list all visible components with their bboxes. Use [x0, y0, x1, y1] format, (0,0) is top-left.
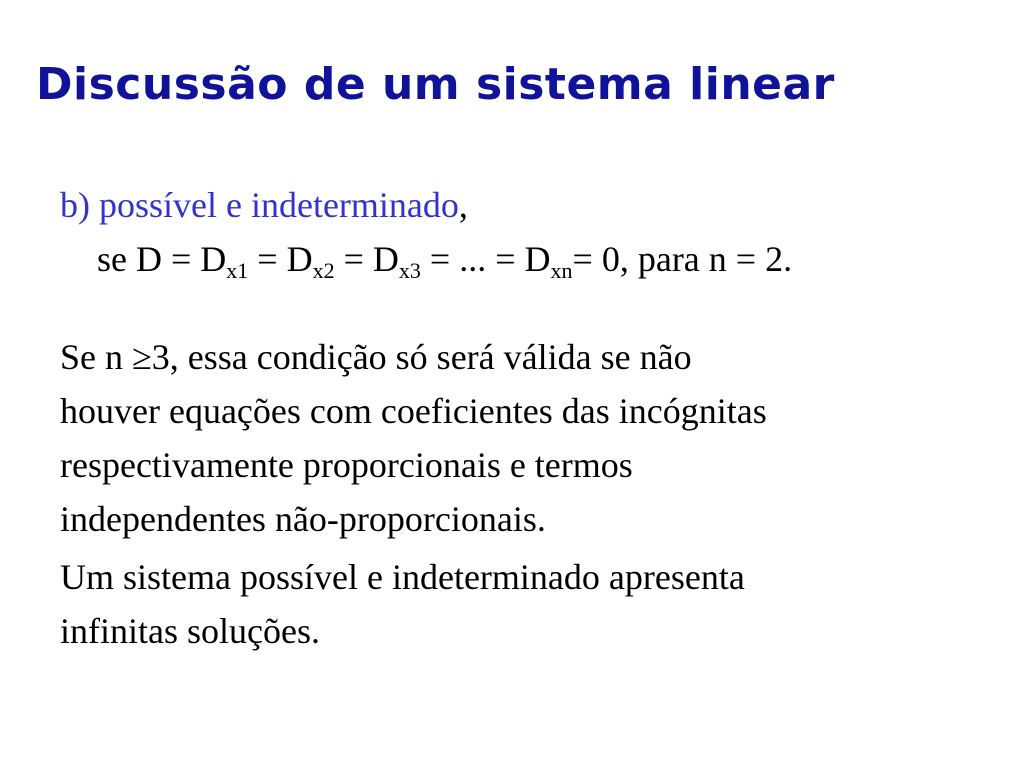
- subscript-xn: xn: [550, 258, 573, 283]
- condition-eq1: = D: [248, 239, 313, 279]
- slide-body: [60, 178, 1000, 658]
- solutions-paragraph: [60, 550, 980, 658]
- subscript-x3: x3: [398, 258, 421, 283]
- solutions-line: infinitas soluções.: [60, 611, 320, 651]
- subscript-x2: x2: [312, 258, 335, 283]
- condition-suffix: = 0, para n = 2.: [572, 239, 793, 279]
- determinant-condition: [97, 232, 1000, 286]
- case-label: b) possível e indeterminado: [60, 185, 459, 225]
- condition-prefix: se D = D: [97, 239, 227, 279]
- solutions-line: Um sistema possível e indeterminado apresenta: [60, 557, 745, 597]
- validity-line: independentes não-proporcionais.: [60, 499, 546, 539]
- case-comma: ,: [458, 185, 468, 225]
- case-heading: [60, 178, 1000, 232]
- subscript-x1: x1: [226, 258, 249, 283]
- validity-line: Se n ≥3, essa condição só será válida se não: [60, 337, 692, 377]
- slide-title: Discussão de um sistema linear: [36, 59, 835, 110]
- validity-paragraph: [60, 330, 980, 546]
- condition-eq2: = D: [334, 239, 399, 279]
- validity-line: respectivamente proporcionais e termos: [60, 445, 633, 485]
- validity-line: houver equações com coeficientes das incógnitas: [60, 391, 767, 431]
- condition-eq3: = ... = D: [420, 239, 551, 279]
